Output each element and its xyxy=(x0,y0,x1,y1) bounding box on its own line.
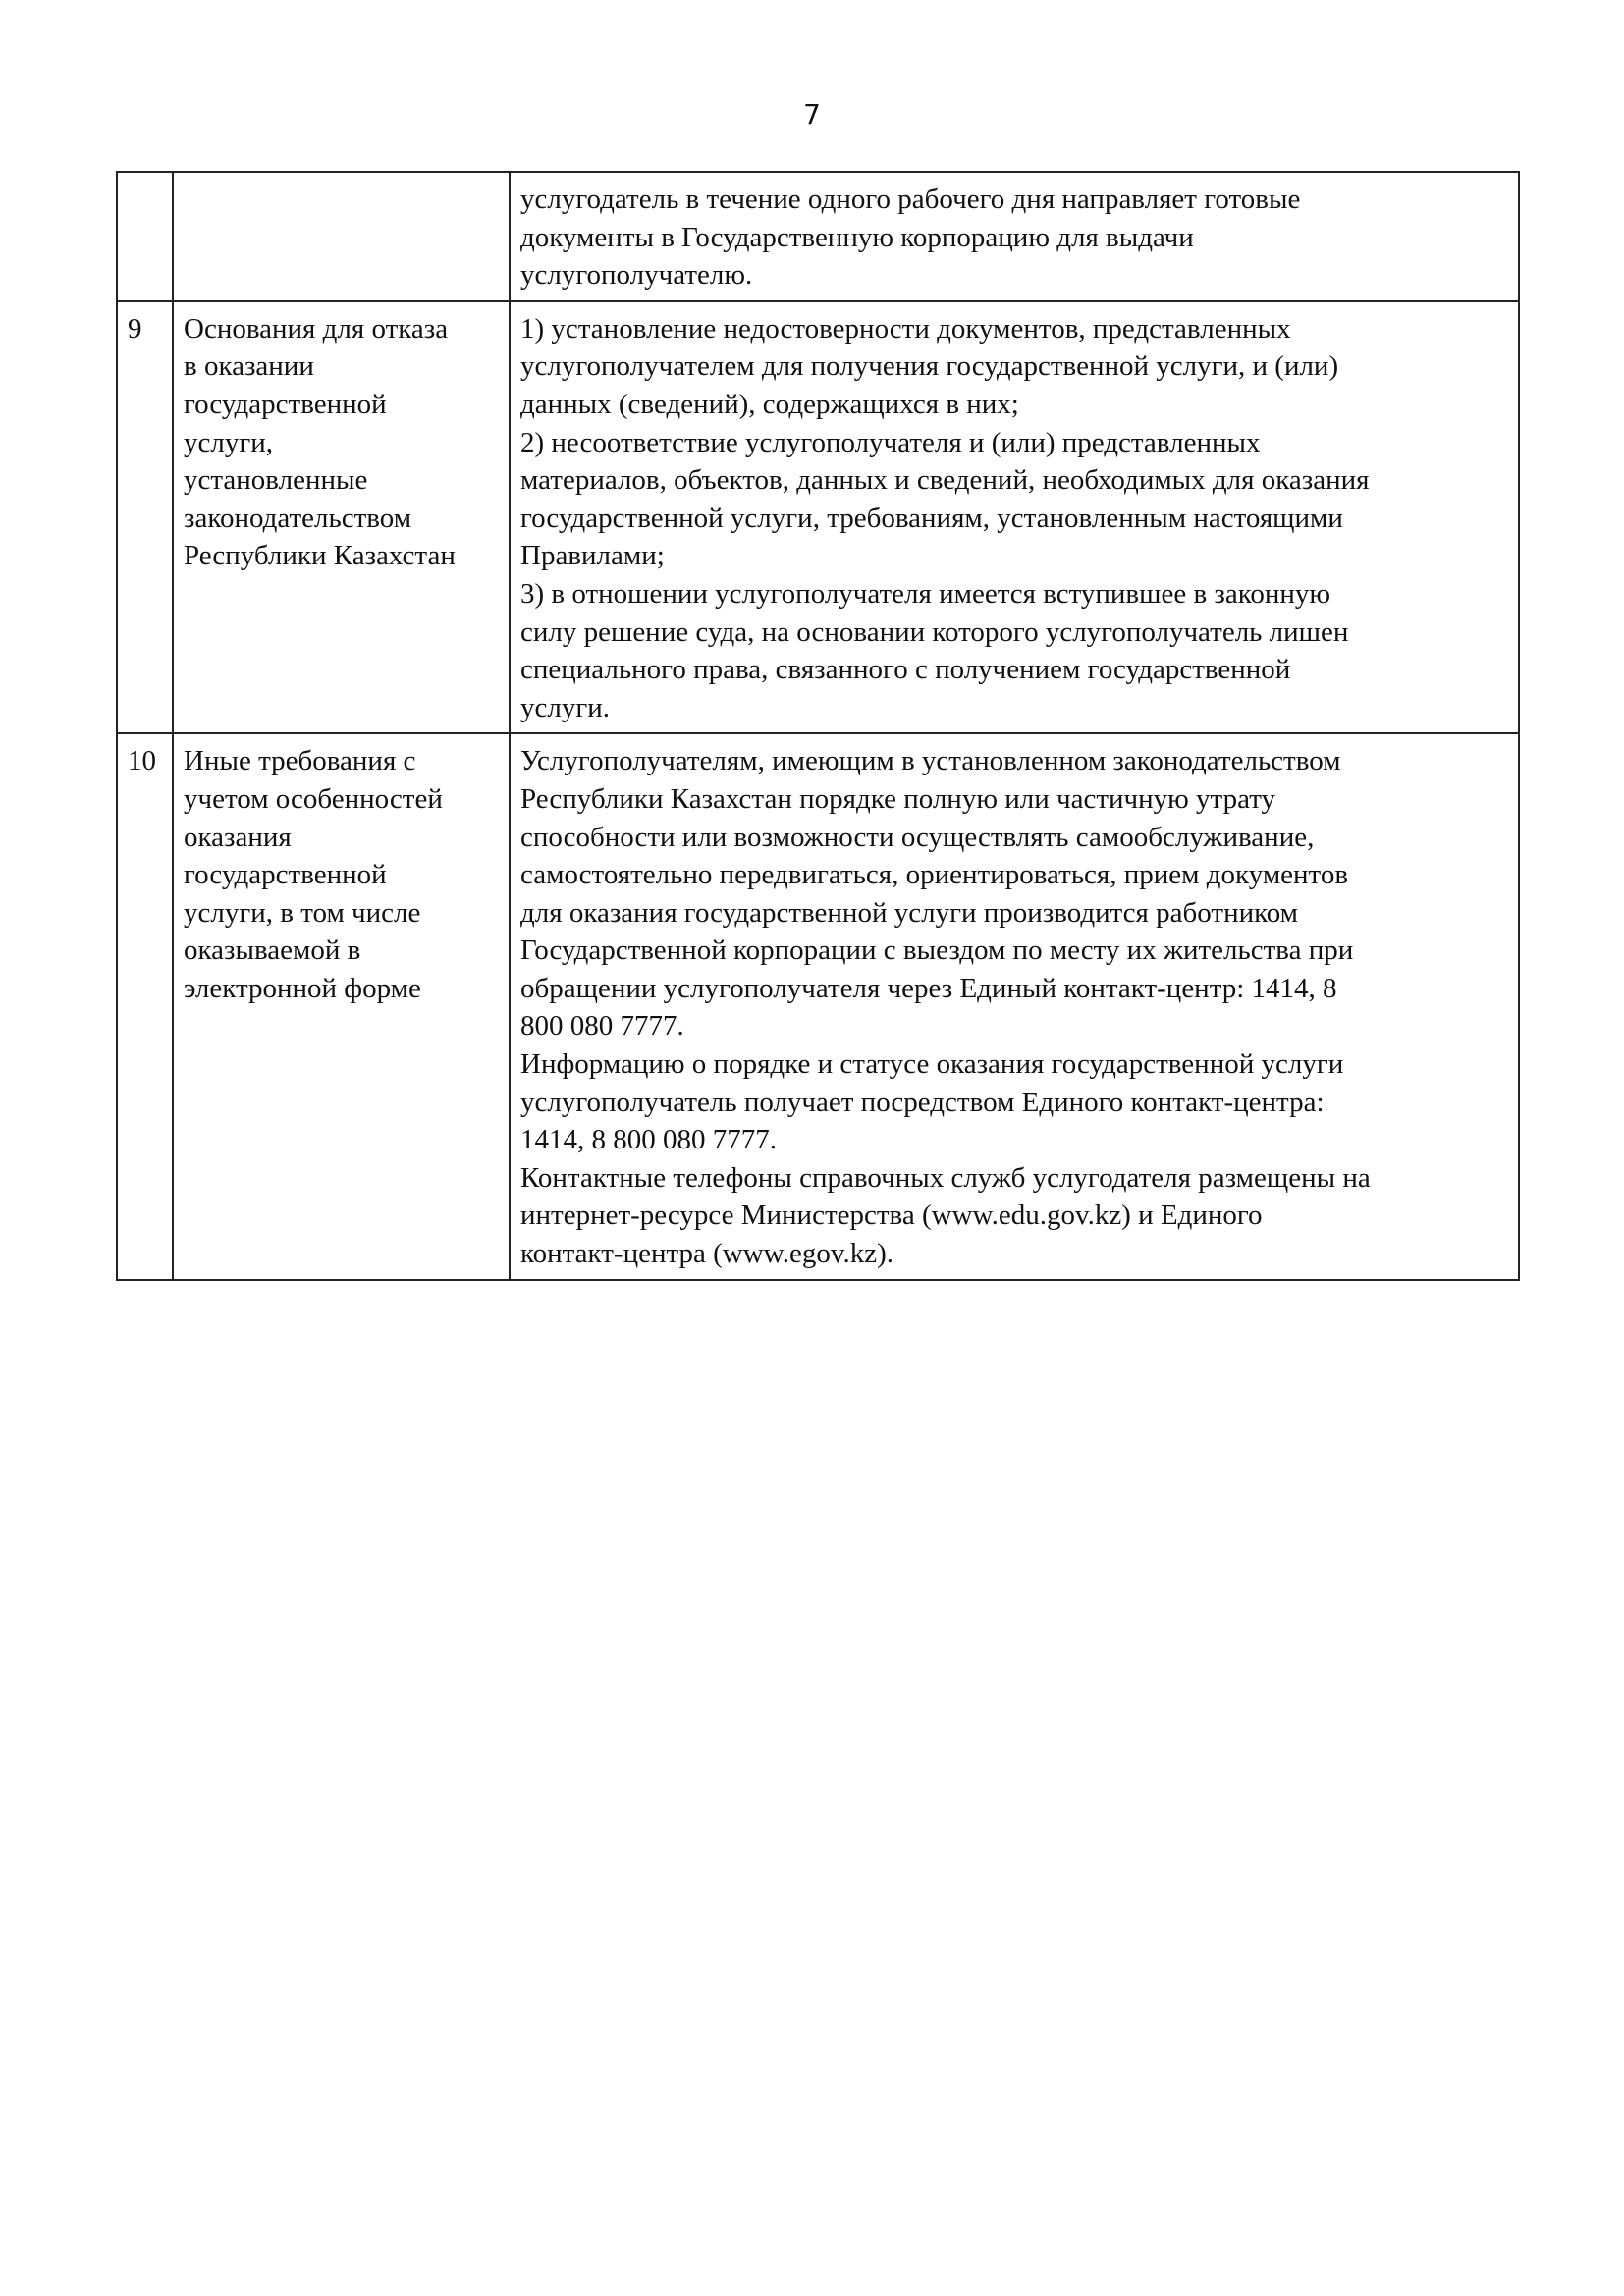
table-body xyxy=(117,172,1519,1280)
row-description-line: для оказания государственной услуги производится работником xyxy=(520,896,1299,929)
row-name-line: Основания для отказа xyxy=(184,312,449,345)
row-description-line: способности или возможности осуществлять самообслуживание, xyxy=(520,821,1315,853)
row-name-line: в оказании xyxy=(184,350,314,383)
row-description-line: специального права, связанного с получением государственной xyxy=(520,654,1291,686)
row-name-line: учетом особенностей xyxy=(184,782,443,815)
service-standard-table xyxy=(116,171,1520,1281)
row-description-line: силу решение суда, на основании которого услугополучатель лишен xyxy=(520,615,1349,648)
row-description-line: Правилами; xyxy=(520,540,665,572)
row-name-line: услуги, в том числе xyxy=(184,896,421,929)
row-description-line: Государственной корпорации с выездом по месту их жительства при xyxy=(520,934,1354,967)
page-number: 7 xyxy=(803,98,821,131)
row-description-line: данных (сведений), содержащихся в них; xyxy=(520,388,1019,420)
table-row xyxy=(117,172,1519,301)
row-description-line: 1414, 8 800 080 7777. xyxy=(520,1124,777,1156)
row-name-line: оказания xyxy=(184,821,292,853)
row-description-line: документы в Государственную корпорацию для выдачи xyxy=(520,221,1194,253)
row-number-cell xyxy=(117,733,173,1279)
row-name-line: услуги, xyxy=(184,426,274,458)
row-description-cell xyxy=(510,733,1519,1279)
row-description-line: 2) несоответствие услугополучателя и (или) представленных xyxy=(520,426,1261,458)
row-name-cell xyxy=(173,172,510,301)
row-description-line: услугополучателем для получения государственной услуги, и (или) xyxy=(520,350,1339,383)
row-description-line: интернет-ресурсе Министерства (www.edu.gov.kz) и Единого xyxy=(520,1200,1263,1232)
row-description-line: 3) в отношении услугополучателя имеется вступившее в законную xyxy=(520,577,1331,610)
row-name-line: государственной xyxy=(184,859,387,891)
row-description-line: услуги. xyxy=(520,691,611,723)
row-description-cell xyxy=(510,172,1519,301)
row-description-line: 1) установление недостоверности документов, представленных xyxy=(520,312,1291,345)
row-name-line: законодательством xyxy=(184,502,412,534)
row-name-line: государственной xyxy=(184,388,387,420)
row-name-line: Республики Казахстан xyxy=(184,540,456,572)
table-row xyxy=(117,733,1519,1279)
row-name-cell xyxy=(173,733,510,1279)
row-name-line: Иные требования с xyxy=(184,745,416,777)
row-description-line: Информацию о порядке и статусе оказания государственной услуги xyxy=(520,1048,1344,1081)
row-number-cell xyxy=(117,301,173,734)
row-number: 10 xyxy=(128,745,156,777)
row-description-line: контакт-центра (www.egov.kz). xyxy=(520,1238,894,1270)
row-description-line: материалов, объектов, данных и сведений, необходимых для оказания xyxy=(520,464,1370,497)
row-name-line: оказываемой в xyxy=(184,934,361,967)
row-description-line: обращении услугополучателя через Единый контакт-центр: 1414, 8 xyxy=(520,972,1337,1004)
row-description-line: 800 080 7777. xyxy=(520,1010,684,1042)
row-description-line: государственной услуги, требованиям, установленным настоящими xyxy=(520,502,1343,534)
row-name-line: электронной форме xyxy=(184,972,421,1004)
row-description-line: услугополучатель получает посредством Единого контакт-центра: xyxy=(520,1086,1325,1118)
table-row xyxy=(117,301,1519,734)
row-number-cell xyxy=(117,172,173,301)
row-description-line: самостоятельно передвигаться, ориентироваться, прием документов xyxy=(520,859,1349,891)
row-description-line: услугодатель в течение одного рабочего дня направляет готовые xyxy=(520,184,1301,215)
row-description-line: Республики Казахстан порядке полную или частичную утрату xyxy=(520,782,1275,815)
row-description-line: Услугополучателям, имеющим в установленном законодательством xyxy=(520,745,1341,777)
row-number: 9 xyxy=(128,312,142,345)
row-description-line: Контактные телефоны справочных служб услугодателя размещены на xyxy=(520,1161,1371,1194)
row-description-line: услугополучателю. xyxy=(520,259,753,292)
row-name-cell xyxy=(173,301,510,734)
row-description-cell xyxy=(510,301,1519,734)
row-name-line: установленные xyxy=(184,464,368,497)
